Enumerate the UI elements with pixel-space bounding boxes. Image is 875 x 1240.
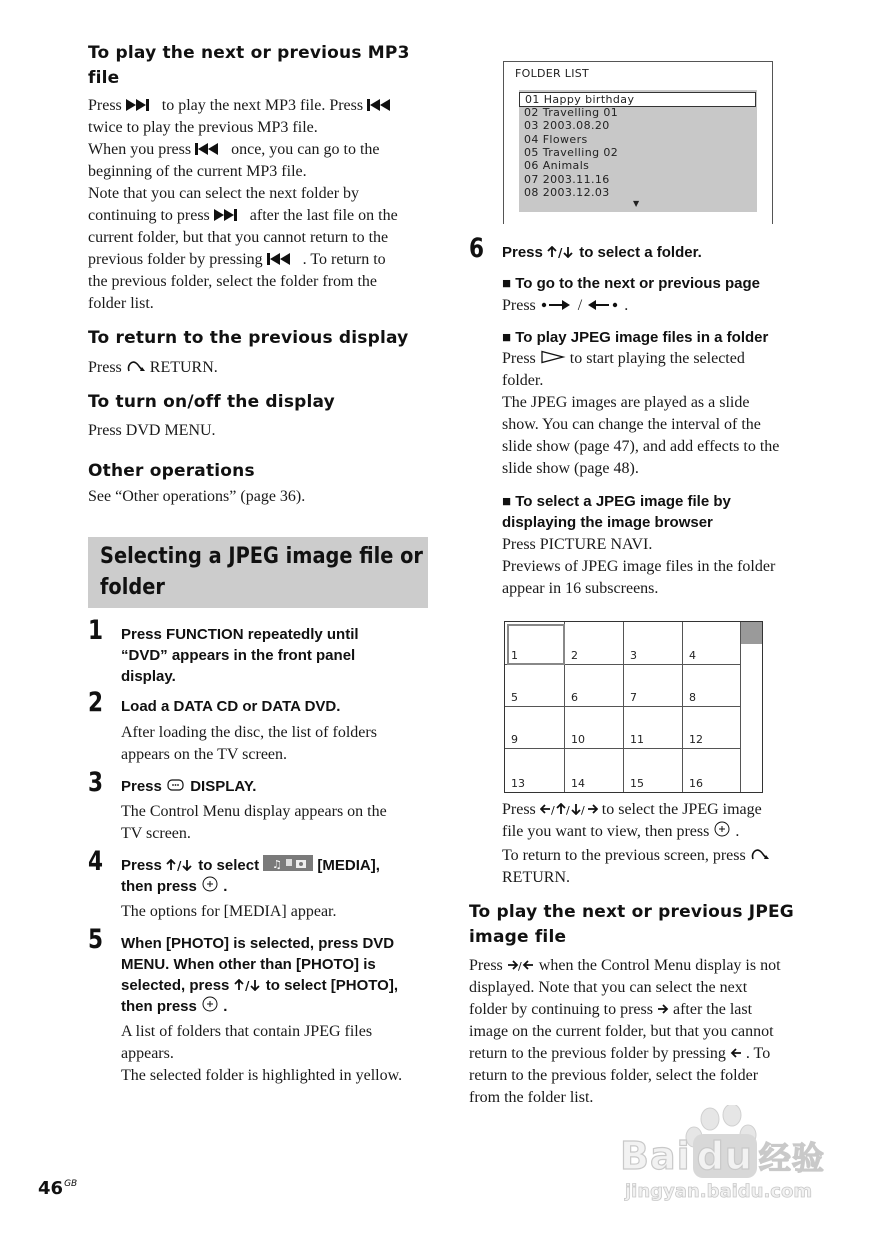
step-number: 5 <box>88 924 104 955</box>
mp3-line-9: the previous folder, select the folder from the <box>88 273 378 290</box>
display-heading: To turn on/off the display <box>88 392 335 412</box>
watermark-url: jingyan.baidu.com <box>625 1181 813 1202</box>
return-body: Press RETURN. <box>88 359 218 376</box>
svg-text:/: / <box>550 804 555 815</box>
thumbnail-cell[interactable]: 7 <box>624 665 683 707</box>
prev-track-icon <box>195 143 227 155</box>
up-down-arrow-icon <box>166 859 194 871</box>
return-heading: To return to the previous display <box>88 328 409 348</box>
thumbnail-cell[interactable]: 3 <box>624 622 683 665</box>
thumbnail-cell[interactable]: 16 <box>683 749 741 792</box>
display-button-icon <box>166 778 186 792</box>
folder-item[interactable]: 05 Travelling 02 <box>524 146 619 159</box>
step-number: 2 <box>88 687 104 718</box>
other-body: See “Other operations” (page 36). <box>88 488 306 505</box>
mp3-body: Press to play the next MP3 file. Press twice to play the previous MP3 file. When you press once, you can go to the beginning of the current MP3 file. Note that you can select the next folder by continuing to press after the last file on the current folder, but that you cannot return to the previous folder by pressing . To return to the previous folder, select the folder from the folder list. <box>88 95 433 315</box>
return-icon <box>126 359 146 373</box>
four-way-arrow-icon <box>540 803 598 815</box>
step-3-title: Press DISPLAY. <box>121 778 257 795</box>
select-image-body: Press / / / to select the JPEG image file you want to view, then press . To return to the previous screen, press RETURN. <box>502 799 822 889</box>
thumbnail-cell[interactable]: 13 <box>505 749 565 792</box>
grid-scroll-thumb[interactable] <box>741 622 762 644</box>
mp3-line-7: current folder, but that you cannot return to the <box>88 229 389 246</box>
svg-text:/: / <box>565 804 570 815</box>
mp3-line-5: Note that you can select the next folder by <box>88 185 360 202</box>
return-icon <box>750 847 770 861</box>
thumbnail-cell[interactable]: 6 <box>565 665 624 707</box>
step-2-title: Load a DATA CD or DATA DVD. <box>121 698 341 715</box>
thumbnail-cell[interactable]: 1 <box>505 622 565 665</box>
svg-text:♫: ♫ <box>272 858 283 871</box>
play-folder-subheading: ■ To play JPEG image files in a folder <box>502 329 769 346</box>
folder-item[interactable]: 08 2003.12.03 <box>524 186 610 199</box>
enter-button-icon <box>201 876 219 892</box>
step-5-body: A list of folders that contain JPEG files appears. The selected folder is highlighted in yellow. <box>121 1023 403 1084</box>
folder-item[interactable]: 02 Travelling 01 <box>524 106 619 119</box>
folder-list-screen <box>503 61 773 224</box>
mp3-line-10: folder list. <box>88 295 154 312</box>
next-track-icon <box>126 99 158 111</box>
other-heading: Other operations <box>88 461 255 481</box>
play-folder-body: Press to start playing the selected folder. The JPEG images are played as a slide show. You can change the interval of the slide show (page 47), and add effects to the slide show (page 48). <box>502 350 780 477</box>
right-left-arrow-icon <box>507 959 535 971</box>
page-subheading: ■ To go to the next or previous page <box>502 275 760 292</box>
thumbnail-cell[interactable]: 11 <box>624 707 683 749</box>
display-body: Press DVD MENU. <box>88 422 216 439</box>
prev-page-icon <box>586 299 620 311</box>
step-6-title: Press / to select a folder. <box>502 244 702 261</box>
thumbnail-cell[interactable]: 9 <box>505 707 565 749</box>
baidu-watermark <box>620 1105 830 1205</box>
mp3-line-4: beginning of the current MP3 file. <box>88 163 307 180</box>
media-icon <box>263 855 313 871</box>
prev-track-icon <box>267 253 299 265</box>
up-down-arrow-icon <box>547 246 575 258</box>
step-4-title: Press / to select ♫ [MEDIA], then press . <box>121 857 380 895</box>
step-number: 3 <box>88 767 104 798</box>
enter-button-icon <box>713 821 731 837</box>
svg-text:/: / <box>580 804 585 815</box>
grid-scrollbar[interactable] <box>740 622 762 792</box>
page-number: $46^{GB}$ <box>38 1178 78 1199</box>
step-number: 6 <box>469 233 485 264</box>
right-arrow-icon <box>657 1003 669 1015</box>
thumbnail-cell[interactable]: 8 <box>683 665 741 707</box>
next-jpeg-body: Press / when the Control Menu display is not displayed. Note that you can select the next folder by continuing to press after the last image on the current folder, but that you cannot return to the previous folder by pressing . To return to the previous folder, select the folder from the folder list. <box>469 957 781 1106</box>
thumbnail-cell[interactable]: 12 <box>683 707 741 749</box>
section-title: Selecting a JPEG image file or folder <box>100 544 423 600</box>
svg-text:/: / <box>244 979 249 991</box>
up-down-arrow-icon <box>234 979 262 991</box>
step-4-body: The options for [MEDIA] appear. <box>121 903 337 920</box>
folder-item[interactable]: 04 Flowers <box>524 133 588 146</box>
step-1-text: Press FUNCTION repeatedly until “DVD” appears in the front panel display. <box>121 626 359 685</box>
step-number: 1 <box>88 615 104 646</box>
image-browser-grid <box>504 621 763 793</box>
thumbnail-cell[interactable]: 14 <box>565 749 624 792</box>
next-page-icon <box>540 299 574 311</box>
step-number: 4 <box>88 846 104 877</box>
browser-body: Press PICTURE NAVI. Previews of JPEG image files in the folder appear in 16 subscreens. <box>502 536 776 597</box>
prev-track-icon <box>367 99 399 111</box>
folder-item[interactable]: 06 Animals <box>524 159 590 172</box>
step-5-title: When [PHOTO] is selected, press DVD MENU. When other than [PHOTO] is selected, press / to select [PHOTO], then press . <box>121 935 398 1015</box>
play-icon <box>540 350 566 364</box>
step-2-body: After loading the disc, the list of folders appears on the TV screen. <box>121 724 377 763</box>
left-arrow-icon <box>730 1047 742 1059</box>
folder-item[interactable]: 07 2003.11.16 <box>524 173 610 186</box>
svg-text:/: / <box>558 246 563 258</box>
watermark-brand: Bai du 经验 <box>620 1134 825 1178</box>
thumbnail-cell[interactable]: 5 <box>505 665 565 707</box>
section-header <box>88 537 428 608</box>
thumbnail-cell[interactable]: 2 <box>565 622 624 665</box>
svg-text:/: / <box>177 859 182 871</box>
step-3-body: The Control Menu display appears on the TV screen. <box>121 803 387 842</box>
browser-subheading: ■ To select a JPEG image file by displaying the image browser <box>502 493 731 531</box>
next-jpeg-heading: To play the next or previous JPEG image file <box>469 902 794 947</box>
enter-button-icon <box>201 996 219 1012</box>
thumbnail-cell[interactable]: 15 <box>624 749 683 792</box>
mp3-line-2: twice to play the previous MP3 file. <box>88 119 318 136</box>
thumbnail-cell[interactable]: 10 <box>565 707 624 749</box>
thumbnail-cell[interactable]: 4 <box>683 622 741 665</box>
mp3-heading <box>88 41 433 91</box>
folder-item-selected[interactable]: 01 Happy birthday <box>519 92 756 107</box>
svg-text:/: / <box>517 960 522 971</box>
folder-list-title: FOLDER LIST <box>515 67 590 80</box>
folder-item[interactable]: 03 2003.08.20 <box>524 119 610 132</box>
mp3-heading-text: To play the next or previous MP3 file <box>88 43 410 88</box>
scroll-down-icon[interactable]: ▼ <box>633 199 640 208</box>
folder-list <box>519 90 757 212</box>
page-body: Press / . <box>502 297 629 314</box>
next-track-icon <box>214 209 246 221</box>
